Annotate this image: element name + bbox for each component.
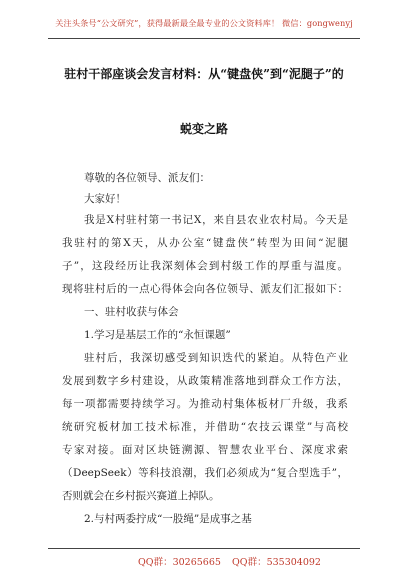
document-title-line1: 驻村干部座谈会发言材料：从“键盘侠”到“泥腿子”的 <box>64 67 344 81</box>
salutation: 尊敬的各位领导、派友们： <box>84 172 210 184</box>
document-title-line2: 蜕变之路 <box>179 122 228 136</box>
body-line: 发展到数字乡村建设，从政策精准落地到群众工作方法， <box>62 375 348 387</box>
header-divider <box>48 38 360 39</box>
body-line: 我是X村驻村第一书记X，来自县农业农村局。今天是 <box>84 214 348 226</box>
header-banner: 关注头条号“公文研究”，获得最新最全最专业的公文资料库！ 微信：gongwenyj <box>55 18 353 28</box>
body-line: 现将驻村后的一点心得体会向各位领导、派友们汇报如下： <box>62 283 348 295</box>
greeting: 大家好！ <box>84 193 126 205</box>
subsection-heading: 2.与村两委拧成“一股绳”是成事之基 <box>84 513 252 525</box>
body-line: 子”，这段经历让我深刻体会到村级工作的厚重与温度。 <box>62 260 348 272</box>
section-heading: 一、驻村收获与体会 <box>84 306 179 318</box>
footer-qq-group-1: QQ群：30265665 <box>138 557 221 568</box>
body-line: 每一项都需要持续学习。为推动村集体板材厂升级，我系 <box>62 398 348 410</box>
footer-divider <box>48 548 360 549</box>
subsection-heading: 1.学习是基层工作的“永恒课题” <box>84 329 231 341</box>
footer-qq-group-2: QQ群：535304092 <box>232 557 321 568</box>
body-line: 否则就会在乡村振兴赛道上掉队。 <box>62 490 220 502</box>
body-line: 驻村后，我深切感受到知识迭代的紧迫。从特色产业 <box>84 352 348 364</box>
body-line: 专家对接。面对区块链溯源、智慧农业平台、深度求索 <box>62 444 348 456</box>
body-line: 我驻村的第X天，从办公室“键盘侠”转型为田间“泥腿 <box>62 237 348 249</box>
body-line: （DeepSeek）等科技浪潮，我们必须成为“复合型选手”， <box>62 467 348 479</box>
body-line: 统研究板材加工技术标准，并借助“农技云课堂”与高校 <box>62 421 348 433</box>
